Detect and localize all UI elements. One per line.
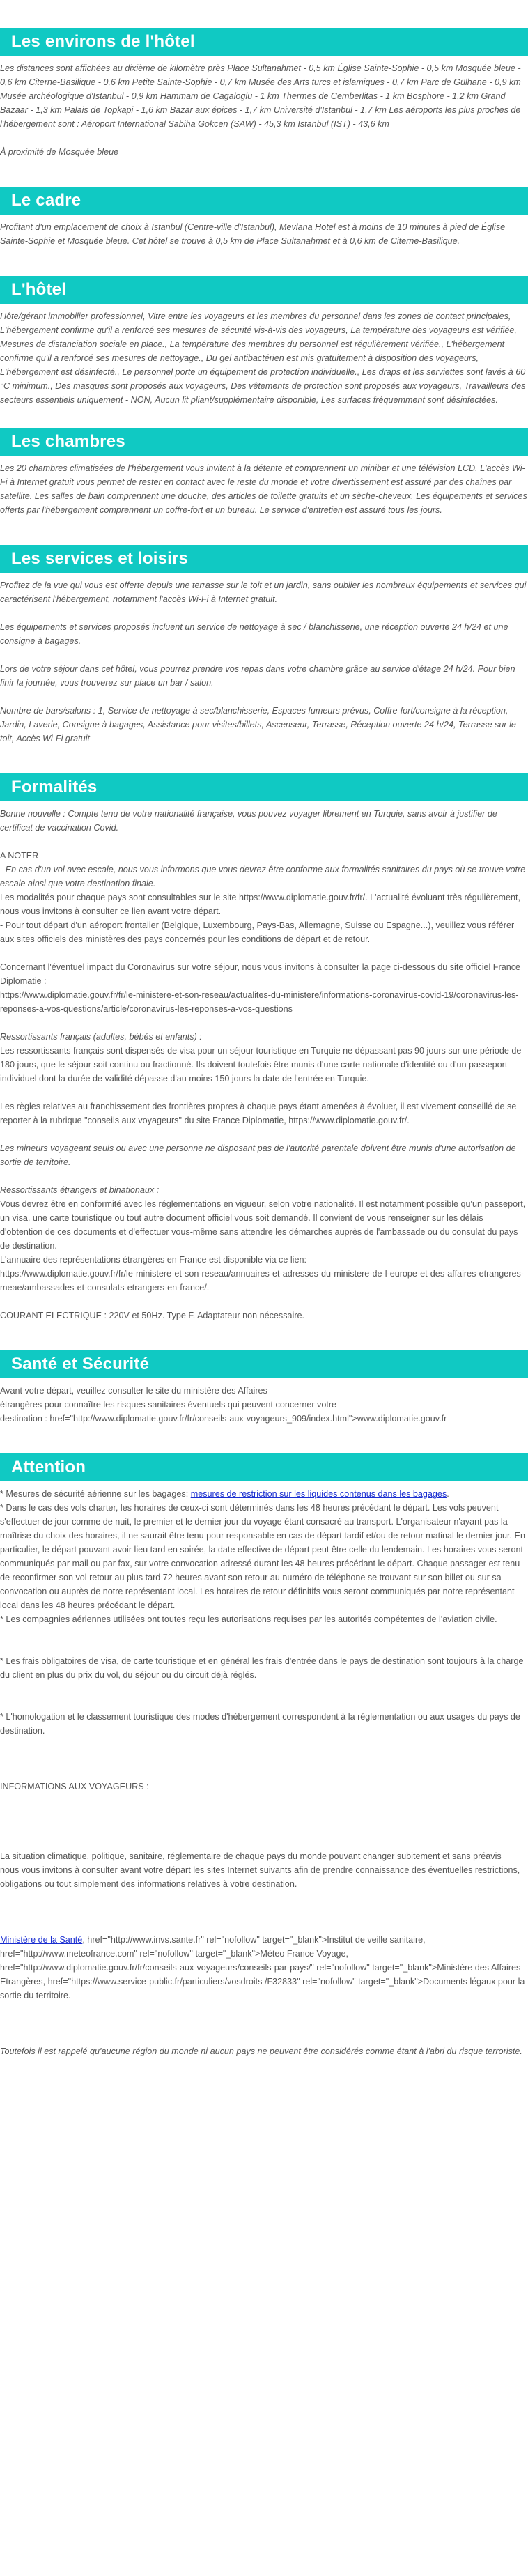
- formalites-text-12: Ressortissants étrangers et binationaux :: [0, 1185, 160, 1195]
- section-cadre: [0, 187, 528, 248]
- attention-text-8: nous vous invitons à consulter avant votre départ les sites Internet suivants afin de prendre connaissance des éventuelles restrictions, obligations ou tout simplement des informations relatives à votre destination.: [0, 1865, 520, 1889]
- attention-info-heading: INFORMATIONS AUX VOYAGEURS :: [0, 1782, 149, 1791]
- liquids-restriction-link[interactable]: mesures de restriction sur les liquides contenus dans les bagages: [190, 1489, 447, 1499]
- ministere-sante-link[interactable]: Ministère de la Santé: [0, 1935, 83, 1945]
- attention-text-9-post: , href="http://www.invs.sante.fr" rel="nofollow" target="_blank">Institut de veille sanitaire, href="http://www.meteofrance.com" rel="nofollow" target="_blank">Méteo France Voyage, href="http://www.diplomatie.gouv.fr/fr/conseils-aux-voyageurs/conseils-par-pays/" rel="nofollow" target="_blank">Ministère des Affaires Etrangères, href="https://www.service-public.fr/particuliers/vosdroits /F32833" rel="nofollow" target="_blank">Documents légaux pour la sortie du territoire.: [0, 1935, 525, 2000]
- section-sante: [0, 1350, 528, 1426]
- section-title-chambres: Les chambres: [0, 428, 528, 456]
- section-title-environs: Les environs de l'hôtel: [0, 28, 528, 56]
- services-text-3: Lors de votre séjour dans cet hôtel, vous pourrez prendre vos repas dans votre chambre grâce au service d'étage 24 h/24. Pour bien finir la journée, vous trouverez sur place un bar / salon.: [0, 664, 515, 688]
- formalites-text-9: Les ressortissants français sont dispensés de visa pour un séjour touristique en Turquie ne dépassant pas 90 jours sur une période de 180 jours, que le séjour soit continu ou fractionné. Ils doivent toutefois être munis d'une carte nationale d'identité ou d'un passeport individuel dont la durée de validité dépasse d'au moins 150 jours la date de l'entrée en Turquie.: [0, 1046, 522, 1083]
- section-body-environs: [0, 56, 528, 159]
- formalites-text-16: COURANT ELECTRIQUE : 220V et 50Hz. Type F. Adaptateur non nécessaire.: [0, 1311, 305, 1320]
- formalites-text-4: Les modalités pour chaque pays sont consultables sur le site https://www.diplomatie.gouv.fr/fr/. L'actualité évoluant très régulièrement, nous vous invitons à consulter ce lien avant votre départ.: [0, 893, 520, 916]
- section-title-services: Les services et loisirs: [0, 545, 528, 573]
- sante-text-3: destination : href="http://www.diplomatie.gouv.fr/fr/conseils-aux-voyageurs_909/index.html">www.diplomatie.gouv.fr: [0, 1414, 447, 1424]
- section-environs: [0, 28, 528, 159]
- formalites-text-13: Vous devrez être en conformité avec les réglementations en vigueur, selon votre nationalité. Il est notamment possible qu'un passeport, un visa, une carte touristique ou tout autre document officiel vous soit demandé. Il convient de vous renseigner sur les délais d'obtention de ces documents et d'effectuer vous-même sans attendre les démarches auprès de l'ambassade ou du consulat du pays de destination.: [0, 1199, 526, 1251]
- section-title-hotel: L'hôtel: [0, 276, 528, 304]
- services-text-4: Nombre de bars/salons : 1, Service de nettoyage à sec/blanchisserie, Espaces fumeurs prévus, Coffre-fort/consigne à la réception, Jardin, Laverie, Consigne à bagages, Assistance pour visites/billets, Ascenseur, Terrasse, Réception ouverte 24 h/24, Terrasse sur le toit, Accès Wi-Fi gratuit: [0, 706, 516, 743]
- formalites-text-5: - Pour tout départ d'un aéroport frontalier (Belgique, Luxembourg, Pays-Bas, Allemagne, Suisse ou Espagne...), veuillez vous référer aux sites officiels des ministères des pays concernés pour les conditions de départ et de retour.: [0, 920, 515, 944]
- attention-text-2: * Dans le cas des vols charter, les horaires de ceux-ci sont déterminés dans les 48 heures précédant le départ. Les vols peuvent s'effectuer de jour comme de nuit, le premier et le dernier jour du voyage étant consacré au transport. L'organisateur n'ayant pas la maîtrise du choix des horaires, il ne saurait être tenu pour responsable en cas de départ tardif et/ou de retour matinal le dernier jour. En particulier, le départ pouvant avoir lieu tard en soirée, la date effective de départ peut être celle du lendemain. Les horaires vous seront communiqués par mail ou par fax, sur votre convocation adressé durant les 48 heures précédant le départ. Chaque passager est tenu de reconfirmer son vol retour au plus tard 72 heures avant son retour au numéro de téléphone se trouvant sur son billet ou sur sa convocation ou auprès de notre représentant local. Les horaires de retour définitifs vous seront communiqués par notre représentant local dans les 48 heures précédant le départ.: [0, 1503, 525, 1610]
- section-formalites: [0, 773, 528, 1322]
- section-title-cadre: Le cadre: [0, 187, 528, 215]
- section-attention: [0, 1453, 528, 2058]
- environs-distances: Les distances sont affichées au dixième de kilomètre près Place Sultanahmet - 0,5 km Église Sainte-Sophie - 0,5 km Mosquée bleue - 0,6 km Citerne-Basilique - 0,6 km Petite Sainte-Sophie - 0,7 km Musée des Arts turcs et islamiques - 0,7 km Parc de Gülhane - 0,9 km Musée archéologique d'Istanbul - 0,9 km Hammam de Cagaloglu - 1 km Thermes de Cemberlitas - 1 km Bosphore - 1,2 km Grand Bazaar - 1,3 km Palais de Topkapi - 1,6 km Bazar aux épices - 1,7 km Université d'Istanbul - 1,7 km Les aéroports les plus proches de l'hébergement sont : Aéroport International Sabiha Gokcen (SAW) - 45,3 km Istanbul (IST) - 43,6 km: [0, 63, 521, 129]
- section-body-hotel: [0, 304, 528, 407]
- attention-text-7: La situation climatique, politique, sanitaire, réglementaire de chaque pays du monde pouvant changer subitement et sans préavis: [0, 1851, 502, 1861]
- services-text-1: Profitez de la vue qui vous est offerte depuis une terrasse sur le toit et un jardin, sans oublier les nombreux équipements et services qui caractérisent l'hébergement, notamment l'accès Wi-Fi à Internet gratuit.: [0, 580, 527, 604]
- section-chambres: [0, 428, 528, 517]
- formalites-text-1: Bonne nouvelle : Compte tenu de votre nationalité française, vous pouvez voyager librement en Turquie, sans avoir à justifier de certificat de vaccination Covid.: [0, 809, 497, 833]
- sante-text-1: Avant votre départ, veuillez consulter le site du ministère des Affaires: [0, 1386, 267, 1396]
- attention-text-3: * Les compagnies aériennes utilisées ont toutes reçu les autorisations requises par les autorités compétentes de l'aviation civile.: [0, 1614, 497, 1624]
- section-services: [0, 545, 528, 746]
- chambres-text: Les 20 chambres climatisées de l'hébergement vous invitent à la détente et comprennent un minibar et une télévision LCD. L'accès Wi-Fi à Internet gratuit vous permet de rester en contact avec le reste du monde et votre divertissement est assuré par des chaînes par satellite. Les salles de bain comprennent une douche, des articles de toilette gratuits et un sèche-cheveux. Les équipements et services offerts par l'hébergement comprennent un coffre-fort et un bureau. Le service d'entretien est assuré tous les jours.: [0, 463, 527, 515]
- section-body-sante: [0, 1378, 528, 1426]
- attention-text-10: Toutefois il est rappelé qu'aucune région du monde ni aucun pays ne peuvent être considérés comme étant à l'abri du risque terroriste.: [0, 2046, 522, 2056]
- section-body-attention: [0, 1481, 528, 2058]
- formalites-text-3: - En cas d'un vol avec escale, nous vous informons que vous devrez être conforme aux formalités sanitaires du pays où se trouve votre escale ainsi que votre destination finale.: [0, 865, 526, 888]
- section-body-chambres: [0, 456, 528, 517]
- attention-text-1: [0, 1487, 528, 1501]
- attention-text-1-post: .: [447, 1489, 449, 1499]
- environs-proximity: À proximité de Mosquée bleue: [0, 147, 119, 157]
- services-text-2: Les équipements et services proposés incluent un service de nettoyage à sec / blanchisserie, une réception ouverte 24 h/24 et une consigne à bagages.: [0, 622, 508, 646]
- sante-text-2: étrangères pour connaître les risques sanitaires éventuels qui peuvent concerner votre: [0, 1400, 337, 1410]
- attention-text-9: [0, 1933, 528, 2003]
- attention-text-1-pre: * Mesures de sécurité aérienne sur les bagages:: [0, 1489, 191, 1499]
- formalites-text-14: L'annuaire des représentations étrangères en France est disponible via ce lien:: [0, 1255, 306, 1265]
- formalites-text-10: Les règles relatives au franchissement des frontières propres à chaque pays étant amenées à évoluer, il est vivement conseillé de se reporter à la rubrique "conseils aux voyageurs" du site France Diplomatie, https://www.diplomatie.gouv.fr/.: [0, 1102, 517, 1125]
- section-title-attention: Attention: [0, 1453, 528, 1481]
- formalites-text-8: Ressortissants français (adultes, bébés et enfants) :: [0, 1032, 202, 1042]
- formalites-text-11: Les mineurs voyageant seuls ou avec une personne ne disposant pas de l'autorité parentale doivent être munis d'une autorisation de sortie de territoire.: [0, 1143, 516, 1167]
- attention-text-4: * Les frais obligatoires de visa, de carte touristique et en général les frais d'entrée dans le pays de destination sont toujours à la charge du client en plus du prix du vol, du séjour ou du circuit déjà réglés.: [0, 1656, 524, 1680]
- section-body-cadre: [0, 215, 528, 248]
- section-hotel: [0, 276, 528, 407]
- hotel-text: Hôte/gérant immobilier professionnel, Vitre entre les voyageurs et les membres du personnel dans les zones de contact principales, L'hébergement confirme qu'il a renforcé ses mesures de sécurité vis-à-vis des voyageurs, La température des voyageurs est vérifiée, Mesures de distanciation sociale en place., La température des membres du personnel est régulièrement vérifiée., L'hébergement confirme qu'il a renforcé ses mesures de nettoyage., Du gel antibactérien est mis gratuitement à disposition des voyageurs, L'hébergement est désinfecté., Le personnel porte un équipement de protection individuelle., Les draps et les serviettes sont lavés à 60 °C minimum., Des masques sont proposés aux voyageurs, Des vêtements de protection sont proposés aux voyageurs, Travailleurs des secteurs essentiels uniquement - NON, Aucun lit pliant/supplémentaire disponible, Les surfaces fréquemment sont désinfectées.: [0, 311, 526, 405]
- formalites-link-2: https://www.diplomatie.gouv.fr/fr/le-ministere-et-son-reseau/annuaires-et-adresses-du-ministere-de-l-europe-et-des-affaires-etrangeres-meae/ambassades-et-consulats-etrangers-en-france/.: [0, 1269, 524, 1293]
- formalites-note-heading: A NOTER: [0, 851, 39, 861]
- attention-text-5: * L'homologation et le classement touristique des modes d'hébergement correspondent à la réglementation ou aux usages du pays de destination.: [0, 1712, 520, 1736]
- formalites-link-1: https://www.diplomatie.gouv.fr/fr/le-ministere-et-son-reseau/actualites-du-ministere/informations-coronavirus-covid-19/coronavirus-les-reponses-a-vos-questions/article/coronavirus-les-reponses-a-vos-questions: [0, 990, 519, 1014]
- section-body-formalites: [0, 801, 528, 1322]
- section-body-services: [0, 573, 528, 746]
- section-title-sante: Santé et Sécurité: [0, 1350, 528, 1378]
- section-title-formalites: Formalités: [0, 773, 528, 801]
- cadre-text: Profitant d'un emplacement de choix à Istanbul (Centre-ville d'Istanbul), Mevlana Hotel est à moins de 10 minutes à pied de Église Sainte-Sophie et Mosquée bleue. Cet hôtel se trouve à 0,5 km de Place Sultanahmet et à 0,6 km de Citerne-Basilique.: [0, 222, 506, 246]
- formalites-text-6: Concernant l'éventuel impact du Coronavirus sur votre séjour, nous vous invitons à consulter la page ci-dessous du site officiel France Diplomatie :: [0, 962, 520, 986]
- hotel-info-page: [0, 28, 528, 2058]
